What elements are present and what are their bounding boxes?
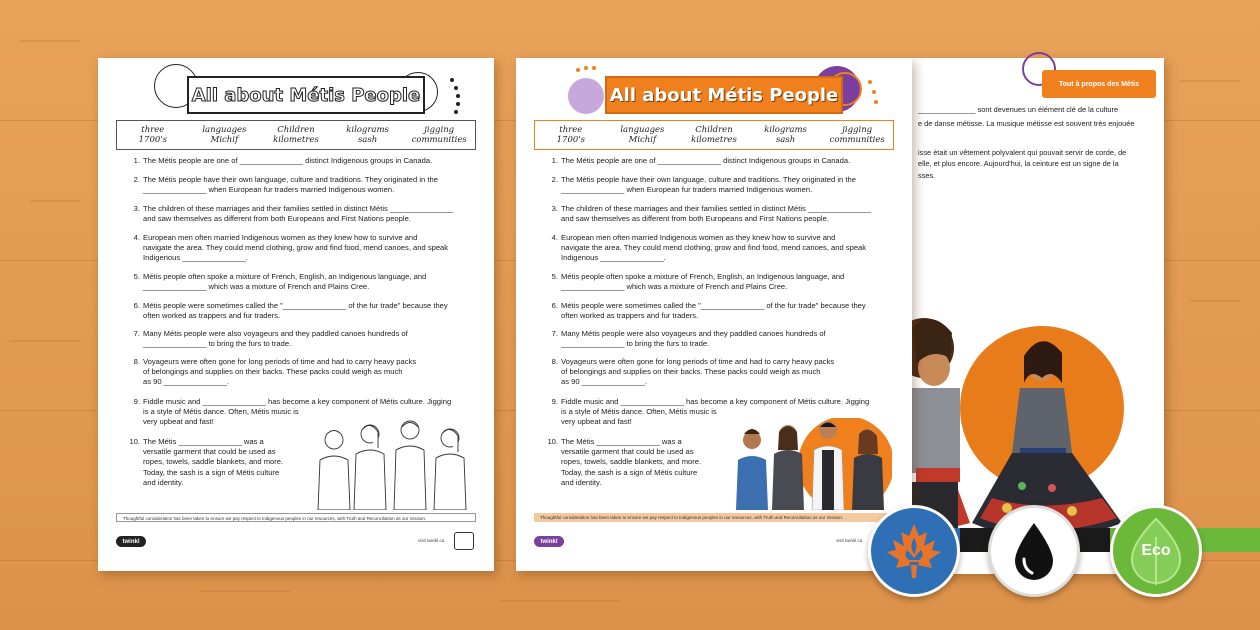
word-bank-entry: kilograms sash bbox=[764, 125, 807, 145]
question-line: very upbeat and fast! bbox=[561, 417, 632, 427]
french-text-line: ______________ sont devenues un élément clé de la culture bbox=[918, 105, 1119, 114]
question-line: _______________ when European fur traders married Indigenous women. bbox=[561, 185, 813, 195]
question-number: 2. bbox=[551, 175, 558, 184]
word-bank-entry: languages Michif bbox=[620, 125, 665, 145]
question-text bbox=[561, 357, 834, 388]
visit-link: visit twinkl.ca bbox=[418, 538, 445, 543]
question-line: The Métis people are one of _______________ distinct Indigenous groups in Canada. bbox=[561, 156, 851, 165]
respect-note: Thoughtful consideration has been taken to ensure we pay respect to Indigenous peoples in our resources, with Truth and Reconciliation as our mission. bbox=[534, 513, 894, 522]
question-line: The Métis people have their own language, culture and traditions. They originated in the bbox=[143, 175, 438, 184]
question-number: 3. bbox=[133, 204, 140, 213]
question-text bbox=[561, 437, 701, 488]
question-number: 1. bbox=[133, 156, 140, 165]
question-number: 10. bbox=[129, 437, 140, 446]
worksheet-french bbox=[912, 58, 1164, 574]
question-number: 8. bbox=[133, 357, 140, 366]
question-line: and saw themselves as different from both Europeans and First Nations people. bbox=[561, 214, 829, 224]
question-line: Fiddle music and _______________ has become a key component of Métis culture. Jigging bbox=[561, 397, 870, 406]
question-line: _______________ which was a mixture of French and Plains Cree. bbox=[561, 282, 788, 292]
people-color-illustration bbox=[730, 418, 892, 510]
question-number: 7. bbox=[133, 329, 140, 338]
question-number: 5. bbox=[133, 272, 140, 281]
twinkl-logo: twinkl bbox=[116, 536, 146, 547]
decor-dot bbox=[456, 102, 460, 106]
question-line: The Métis people have their own language, culture and traditions. They originated in the bbox=[561, 175, 856, 184]
question-number: 5. bbox=[551, 272, 558, 281]
word-bank-entry: kilograms sash bbox=[346, 125, 389, 145]
decor-dot bbox=[868, 80, 872, 84]
question-text bbox=[143, 301, 448, 321]
word-bank-entry: three 1700's bbox=[138, 125, 167, 145]
ink-drop-icon bbox=[1009, 519, 1059, 583]
french-text-line: isse était un vêtement polyvalent qui pouvait servir de corde, de bbox=[918, 148, 1127, 157]
question-number: 9. bbox=[133, 397, 140, 406]
question-number: 4. bbox=[133, 233, 140, 242]
question-line: Métis people often spoke a mixture of French, English, an Indigenous language, and bbox=[561, 272, 845, 281]
question-text bbox=[143, 329, 408, 349]
question-line: navigate the area. They could mend clothing, grow and find food, mend canoes, and speak bbox=[561, 243, 867, 253]
question-text bbox=[561, 272, 844, 292]
question-number: 10. bbox=[547, 437, 558, 446]
word-bank bbox=[116, 120, 476, 150]
question-line: very upbeat and fast! bbox=[143, 417, 214, 427]
question-line: is a style of Métis dance. Often, Métis music is bbox=[561, 407, 717, 417]
question-line: versatile garment that could be used as bbox=[561, 447, 694, 457]
question-text bbox=[143, 204, 453, 224]
question-line: of belongings and supplies on their backs. These packs could weigh as much bbox=[561, 367, 821, 377]
page-title: All about Métis People bbox=[187, 76, 425, 114]
decor-dot bbox=[872, 90, 876, 94]
word-bank-entry: Children kilometres bbox=[273, 125, 319, 145]
twinkl-logo: twinkl bbox=[534, 536, 564, 547]
worksheet-color bbox=[516, 58, 912, 571]
question-line: The Métis _______________ was a bbox=[561, 437, 682, 446]
title-area bbox=[516, 58, 912, 120]
question-line: of belongings and supplies on their backs. These packs could weigh as much bbox=[143, 367, 403, 377]
question-text bbox=[561, 175, 856, 195]
word-bank-entry: jigging communities bbox=[829, 125, 885, 145]
question-line: is a style of Métis dance. Often, Métis music is bbox=[143, 407, 299, 417]
people-line-illustration bbox=[312, 418, 474, 510]
question-line: versatile garment that could be used as bbox=[143, 447, 276, 457]
respect-note: Thoughtful consideration has been taken to ensure we pay respect to Indigenous peoples in our resources, with Truth and Reconciliation as our mission. bbox=[116, 513, 476, 522]
question-line: Today, the sash is a sign of Métis culture bbox=[143, 467, 280, 477]
question-line: European men often married Indigenous women as they knew how to survive and bbox=[143, 233, 418, 242]
question-number: 1. bbox=[551, 156, 558, 165]
question-line: and saw themselves as different from both Europeans and First Nations people. bbox=[143, 214, 411, 224]
question-text bbox=[561, 233, 866, 264]
question-line: as 90 _______________. bbox=[561, 377, 648, 387]
worksheet-bw bbox=[98, 58, 494, 571]
word-bank-entry: jigging communities bbox=[411, 125, 467, 145]
question-text bbox=[143, 233, 448, 264]
question-line: The children of these marriages and their families settled in distinct Métis _______________ bbox=[143, 204, 454, 213]
question-number: 7. bbox=[551, 329, 558, 338]
question-line: Métis people were sometimes called the "_______________ of the fur trade" because they bbox=[143, 301, 448, 310]
eco-badge bbox=[1110, 505, 1202, 597]
question-text bbox=[143, 437, 283, 488]
question-text bbox=[561, 301, 866, 321]
decor-dot bbox=[454, 110, 458, 114]
question-line: Indigenous _______________. bbox=[561, 253, 666, 263]
question-line: The Métis people are one of _______________ distinct Indigenous groups in Canada. bbox=[143, 156, 433, 165]
question-number: 2. bbox=[133, 175, 140, 184]
french-text-line: elle, et plus encore. Aujourd'hui, la ceinture est un signe de la bbox=[918, 159, 1119, 168]
question-line: _______________ when European fur traders married Indigenous women. bbox=[143, 185, 395, 195]
word-bank bbox=[534, 120, 894, 150]
question-line: Voyageurs were often gone for long periods of time and had to carry heavy packs bbox=[143, 357, 417, 366]
question-line: and identity. bbox=[561, 477, 602, 487]
ink-saving-badge bbox=[988, 505, 1080, 597]
question-text bbox=[561, 156, 850, 166]
curriculum-badge-icon bbox=[454, 532, 474, 550]
word-bank-entry: languages Michif bbox=[202, 125, 247, 145]
decor-dot bbox=[874, 100, 878, 104]
question-number: 6. bbox=[133, 301, 140, 310]
eco-label: Eco bbox=[1141, 542, 1171, 559]
question-line: _______________ which was a mixture of French and Plains Cree. bbox=[143, 282, 370, 292]
question-text bbox=[561, 329, 826, 349]
decor-dot bbox=[584, 66, 588, 70]
decor-dot bbox=[576, 68, 580, 72]
question-line: _______________ to bring the furs to trade. bbox=[561, 339, 710, 349]
question-line: The children of these marriages and their families settled in distinct Métis _______________ bbox=[561, 204, 872, 213]
question-line: Many Métis people were also voyageurs and they paddled canoes hundreds of bbox=[561, 329, 826, 338]
question-text bbox=[561, 204, 871, 224]
question-line: Many Métis people were also voyageurs and they paddled canoes hundreds of bbox=[143, 329, 408, 338]
word-bank-entry: Children kilometres bbox=[691, 125, 737, 145]
canadian-resource-badge bbox=[868, 505, 960, 597]
question-line: ropes, towels, saddle blankets, and more. bbox=[561, 457, 702, 467]
question-text bbox=[143, 156, 432, 166]
question-text bbox=[143, 272, 426, 292]
question-line: ropes, towels, saddle blankets, and more. bbox=[143, 457, 284, 467]
title-area bbox=[98, 58, 494, 120]
question-line: The Métis _______________ was a bbox=[143, 437, 264, 446]
word-bank-entry: three 1700's bbox=[556, 125, 585, 145]
decor-dot bbox=[450, 78, 454, 82]
question-line: navigate the area. They could mend clothing, grow and find food, mend canoes, and speak bbox=[143, 243, 449, 253]
question-line: Métis people were sometimes called the "_______________ of the fur trade" because they bbox=[561, 301, 866, 310]
question-number: 3. bbox=[551, 204, 558, 213]
question-text bbox=[143, 175, 438, 195]
decor-circle bbox=[568, 78, 604, 114]
question-line: Today, the sash is a sign of Métis culture bbox=[561, 467, 698, 477]
french-title-tag: Tout à propos des Métis bbox=[1042, 70, 1156, 98]
decor-dot bbox=[456, 94, 460, 98]
question-line: _______________ to bring the furs to trade. bbox=[143, 339, 292, 349]
question-number: 8. bbox=[551, 357, 558, 366]
maple-leaf-icon bbox=[883, 520, 945, 582]
question-line: European men often married Indigenous women as they knew how to survive and bbox=[561, 233, 836, 242]
question-text bbox=[143, 357, 416, 388]
question-number: 9. bbox=[551, 397, 558, 406]
question-number: 4. bbox=[551, 233, 558, 242]
decor-dot bbox=[454, 86, 458, 90]
question-line: Métis people often spoke a mixture of French, English, an Indigenous language, and bbox=[143, 272, 427, 281]
question-line: often worked as trappers and fur traders. bbox=[143, 311, 281, 321]
visit-link: visit twinkl.ca bbox=[836, 538, 863, 543]
question-line: Voyageurs were often gone for long periods of time and had to carry heavy packs bbox=[561, 357, 835, 366]
question-line: often worked as trappers and fur traders. bbox=[561, 311, 699, 321]
question-line: as 90 _______________. bbox=[143, 377, 230, 387]
page-title: All about Métis People bbox=[605, 76, 843, 114]
question-line: Indigenous _______________. bbox=[143, 253, 248, 263]
question-line: and identity. bbox=[143, 477, 184, 487]
question-number: 6. bbox=[551, 301, 558, 310]
french-text-line: e de danse métisse. La musique métisse est souvent très enjouée bbox=[918, 119, 1135, 128]
decor-dot bbox=[592, 66, 596, 70]
french-text-line: sses. bbox=[918, 171, 936, 180]
question-line: Fiddle music and _______________ has become a key component of Métis culture. Jigging bbox=[143, 397, 452, 406]
